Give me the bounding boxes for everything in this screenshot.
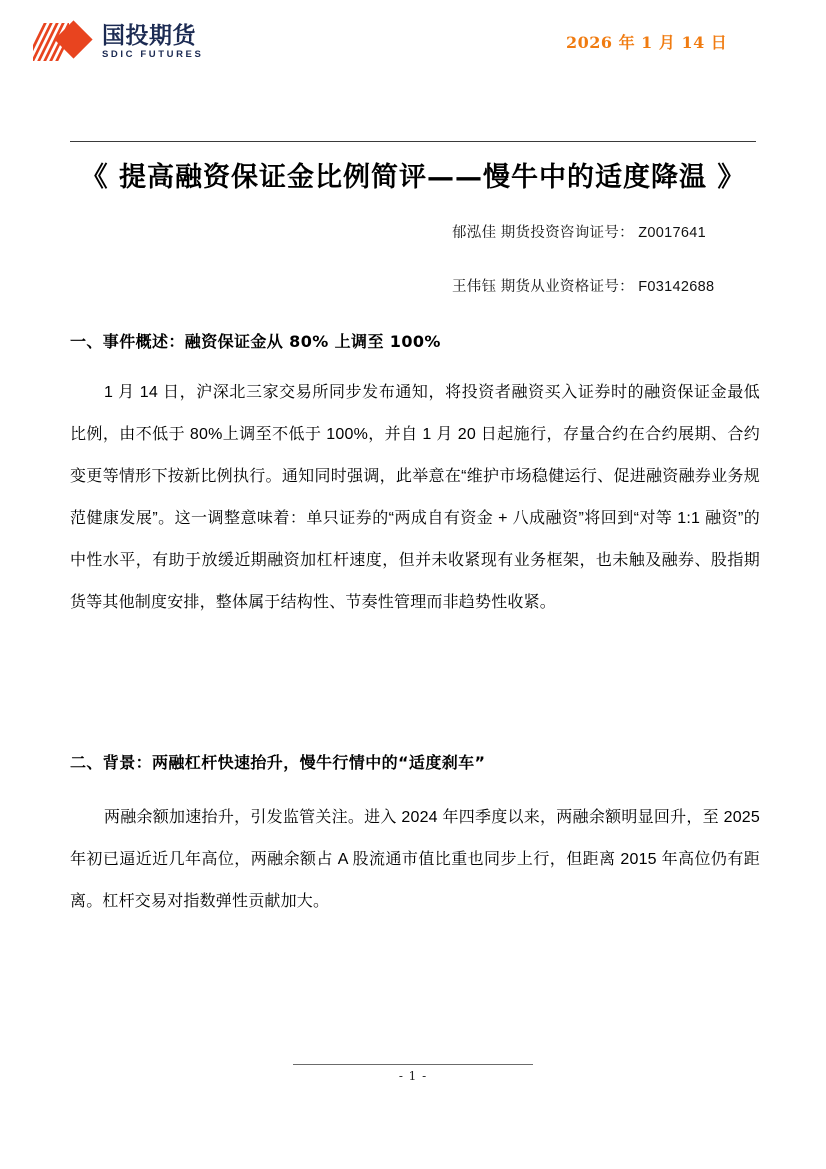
header-divider	[70, 141, 756, 142]
page-title: 《 提高融资保证金比例简评——慢牛中的适度降温 》	[80, 162, 746, 193]
header-date: 2026 年 1 月 14 日	[566, 33, 728, 52]
page-header	[0, 0, 826, 120]
section-heading-2: 二、背景：两融杠杆快速抬升，慢牛行情中的“适度刹车”	[70, 753, 486, 772]
sdic-diamond-logo-icon	[33, 21, 95, 63]
author-line-1: 郁泓佳 期货投资咨询证号： Z0017641	[452, 225, 706, 241]
section-paragraph-1: 1 月 14 日，沪深北三家交易所同步发布通知，将投资者融资买入证券时的融资保证金最低比例，由不低于 80%上调至不低于 100%，并自 1 月 20 日起施行，存量合约在合约展期、合约变更等情形下按新比例执行。通知同时强调，此举意在“维护市场稳健运行、促进融资融券业务规范健康发展”。这一调整意味着：单只证券的“两成自有资金 + 八成融资”将回到“对等 1:1 融资”的中性水平，有助于放缓近期融资加杠杆速度，但并未收紧现有业务框架，也未触及融券、股指期货等其他制度安排，整体属于结构性、节奏性管理而非趋势性收紧。	[70, 384, 760, 611]
logo-chinese-name: 国投期货	[102, 22, 196, 49]
section-paragraph-2: 两融余额加速抬升，引发监管关注。进入 2024 年四季度以来，两融余额明显回升，至 2025 年初已逼近近几年高位，两融余额占 A 股流通市值比重也同步上行，但距离 2015 年高位仍有距离。杠杆交易对指数弹性贡献加大。	[70, 809, 760, 910]
author-line-2: 王伟钰 期货从业资格证号： F03142688	[452, 279, 715, 295]
logo-wordmark	[102, 24, 203, 61]
logo-english-name: SDIC FUTURES	[102, 48, 204, 60]
footer-divider	[293, 1064, 533, 1065]
page-footer	[70, 1064, 756, 1083]
company-logo	[33, 19, 203, 65]
section-heading-1: 一、事件概述：融资保证金从 80% 上调至 100%	[70, 332, 441, 351]
page-number: - 1 -	[398, 1069, 428, 1083]
